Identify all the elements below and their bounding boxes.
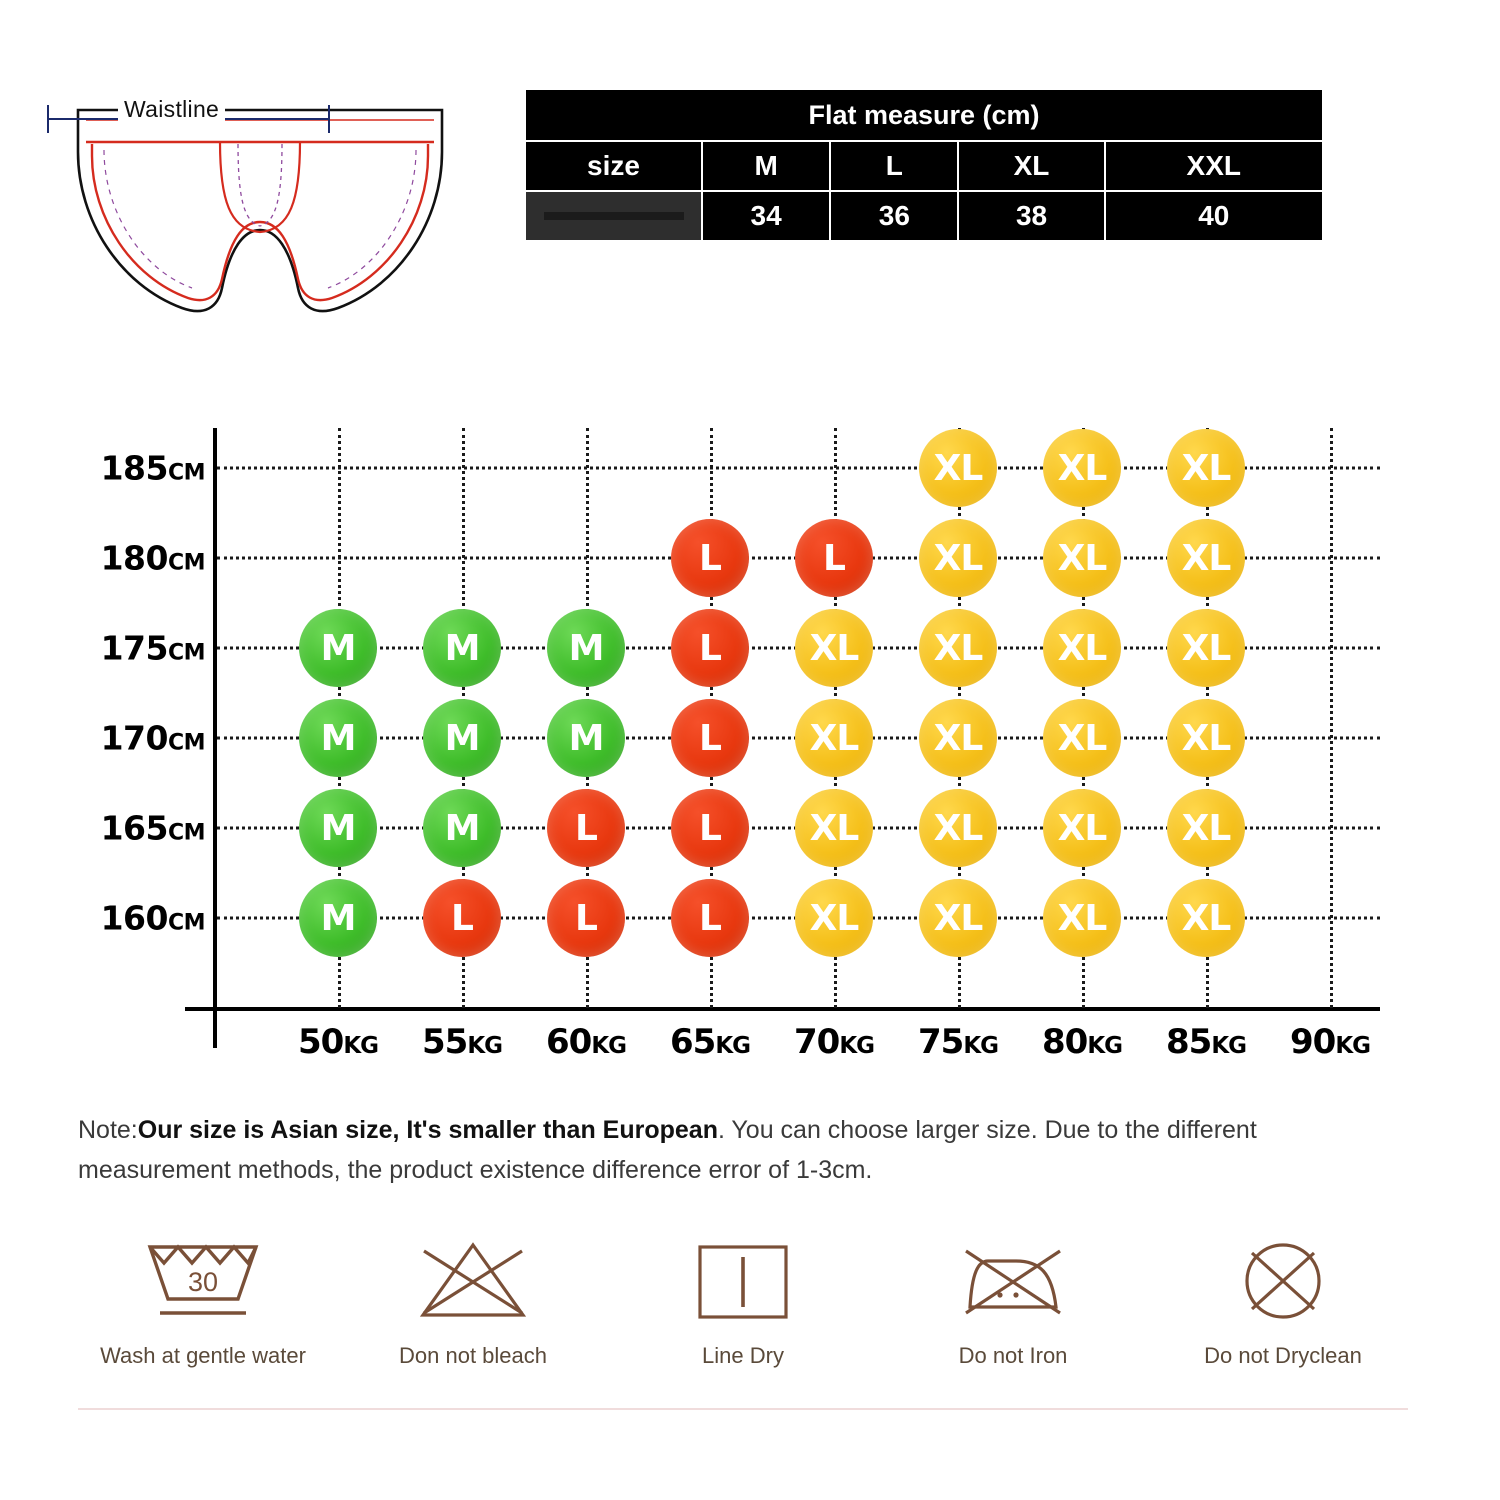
gridline-v-90 <box>1330 428 1333 1008</box>
column-header-m: M <box>702 141 830 191</box>
y-tick-175: 175CM <box>100 628 205 668</box>
size-bubble: XL <box>1043 879 1121 957</box>
size-matrix-chart <box>0 400 1500 1090</box>
note-prefix: Note: <box>78 1116 138 1144</box>
size-bubble: L <box>671 879 749 957</box>
size-bubble: XL <box>795 879 873 957</box>
size-bubble: M <box>299 879 377 957</box>
size-header-cell: size <box>525 141 702 191</box>
redacted-row-label <box>525 191 702 241</box>
size-bubble: XL <box>919 609 997 687</box>
care-label-bleach: Don not bleach <box>399 1343 547 1368</box>
size-bubble: XL <box>919 519 997 597</box>
size-bubble: XL <box>1043 789 1121 867</box>
size-bubble: XL <box>1043 609 1121 687</box>
size-bubble: XL <box>1167 519 1245 597</box>
do-not-dryclean-icon <box>1218 1225 1348 1335</box>
wash-temperature-text: 30 <box>187 1266 219 1297</box>
size-bubble: XL <box>919 429 997 507</box>
size-bubble: XL <box>1167 879 1245 957</box>
size-bubble: M <box>299 609 377 687</box>
size-bubble: XL <box>795 699 873 777</box>
x-tick-65: 65KG <box>669 1022 751 1062</box>
y-tick-180: 180CM <box>100 538 205 578</box>
x-tick-90: 90KG <box>1289 1022 1371 1062</box>
column-header-xl: XL <box>958 141 1104 191</box>
size-bubble: XL <box>1167 609 1245 687</box>
size-bubble: XL <box>1167 789 1245 867</box>
size-bubble: XL <box>919 699 997 777</box>
y-tick-185: 185CM <box>100 448 205 488</box>
footer-divider <box>78 1408 1408 1410</box>
value-l: 36 <box>830 191 958 241</box>
size-bubble: XL <box>1167 699 1245 777</box>
size-bubble: L <box>547 789 625 867</box>
column-header-l: L <box>830 141 958 191</box>
note-bold: Our size is Asian size, It's smaller than European <box>137 1116 718 1144</box>
care-label-dryclean: Do not Dryclean <box>1204 1343 1362 1368</box>
size-bubble: M <box>423 789 501 867</box>
waistline-label: Waistline <box>118 96 225 123</box>
care-label-line-dry: Line Dry <box>702 1343 784 1368</box>
top-section <box>0 0 1500 340</box>
x-tick-80: 80KG <box>1041 1022 1123 1062</box>
size-bubble: L <box>671 789 749 867</box>
x-tick-60: 60KG <box>545 1022 627 1062</box>
size-bubble: M <box>423 699 501 777</box>
do-not-iron-icon <box>948 1225 1078 1335</box>
size-bubble: XL <box>1167 429 1245 507</box>
value-m: 34 <box>702 191 830 241</box>
size-bubble: M <box>547 609 625 687</box>
x-tick-70: 70KG <box>793 1022 875 1062</box>
value-xxl: 40 <box>1105 191 1323 241</box>
size-note <box>78 1110 1408 1190</box>
note-rest: . You can choose larger size. Due to the different measurement methods, the product existence difference error of 1-3cm. <box>78 1116 1257 1184</box>
chart-x-axis <box>185 1007 1380 1011</box>
x-tick-50: 50KG <box>297 1022 379 1062</box>
flat-measure-table <box>524 88 1324 242</box>
care-item-wash <box>78 1225 328 1415</box>
x-tick-85: 85KG <box>1165 1022 1247 1062</box>
care-label-iron: Do not Iron <box>958 1343 1068 1368</box>
care-label-wash: Wash at gentle water <box>100 1343 306 1368</box>
table-title-row <box>525 89 1323 141</box>
size-bubble: M <box>423 609 501 687</box>
y-tick-165: 165CM <box>100 808 205 848</box>
size-bubble: XL <box>795 609 873 687</box>
size-bubble: L <box>795 519 873 597</box>
care-item-line-dry <box>618 1225 868 1415</box>
care-item-iron <box>888 1225 1138 1415</box>
redaction-bar <box>544 212 684 220</box>
table-value-row <box>525 191 1323 241</box>
care-item-dryclean <box>1158 1225 1408 1415</box>
x-tick-75: 75KG <box>917 1022 999 1062</box>
size-bubble: L <box>671 519 749 597</box>
size-bubble: XL <box>1043 429 1121 507</box>
wash-30-icon <box>138 1225 268 1335</box>
size-bubble: M <box>547 699 625 777</box>
size-bubble: L <box>547 879 625 957</box>
size-bubble: XL <box>795 789 873 867</box>
size-bubble: L <box>423 879 501 957</box>
do-not-bleach-icon <box>408 1225 538 1335</box>
y-tick-170: 170CM <box>100 718 205 758</box>
size-bubble: XL <box>919 789 997 867</box>
size-bubble: L <box>671 609 749 687</box>
size-bubble: XL <box>1043 519 1121 597</box>
size-bubble: L <box>671 699 749 777</box>
size-bubble: M <box>299 699 377 777</box>
line-dry-icon <box>678 1225 808 1335</box>
size-bubble: M <box>299 789 377 867</box>
care-instructions <box>78 1225 1408 1415</box>
care-item-bleach <box>348 1225 598 1415</box>
column-header-xxl: XXL <box>1105 141 1323 191</box>
y-tick-160: 160CM <box>100 898 205 938</box>
size-bubble: XL <box>919 879 997 957</box>
size-bubble: XL <box>1043 699 1121 777</box>
table-header-row <box>525 141 1323 191</box>
value-xl: 38 <box>958 191 1104 241</box>
x-tick-55: 55KG <box>421 1022 503 1062</box>
flat-measure-title: Flat measure (cm) <box>525 89 1323 141</box>
